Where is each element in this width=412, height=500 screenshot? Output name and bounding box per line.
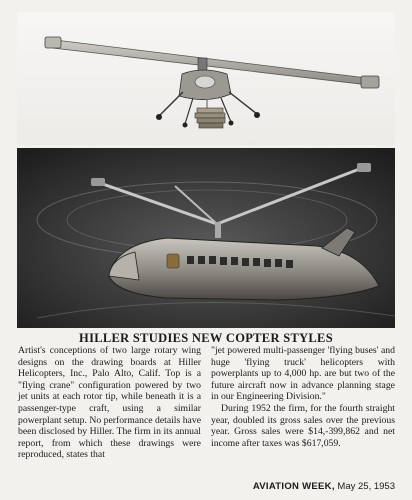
article-headline: HILLER STUDIES NEW COPTER STYLES xyxy=(79,331,333,345)
flying-bus-illustration xyxy=(17,148,395,328)
publication-date: May 25, 1953 xyxy=(337,481,395,492)
body-paragraph: During 1952 the firm, for the fourth straight year, doubled its gross sales over the previous year. Gross sales were $14,-399,862 and net income after taxes was $617,059. xyxy=(211,402,395,449)
publication-name: AVIATION WEEK, xyxy=(252,481,335,492)
article-body-right-column xyxy=(211,345,395,449)
page-footer xyxy=(253,481,395,492)
flying-crane-illustration xyxy=(17,12,395,145)
body-paragraph: "jet powered multi-passenger 'flying buses' and huge 'flying truck' helicopters with powerplants up to 4,000 hp. are but two of the future aircraft now in advance planning stage in our Engineering Division." xyxy=(211,345,395,403)
body-paragraph: Artist's conceptions of two large rotary wing designs on the drawing boards at Hiller Helicopters, Inc., Palo Alto, Calif. Top is a "flying crane" configuration powered by two jet units at each rotor tip, while beneath it is a passenger-type craft, using a similar powerplant setup. No performance details have been disclosed by Hiller. The firm in its annual report, from which these drawings were reproduced, states that xyxy=(18,345,201,461)
article-body-left-column xyxy=(18,345,201,461)
